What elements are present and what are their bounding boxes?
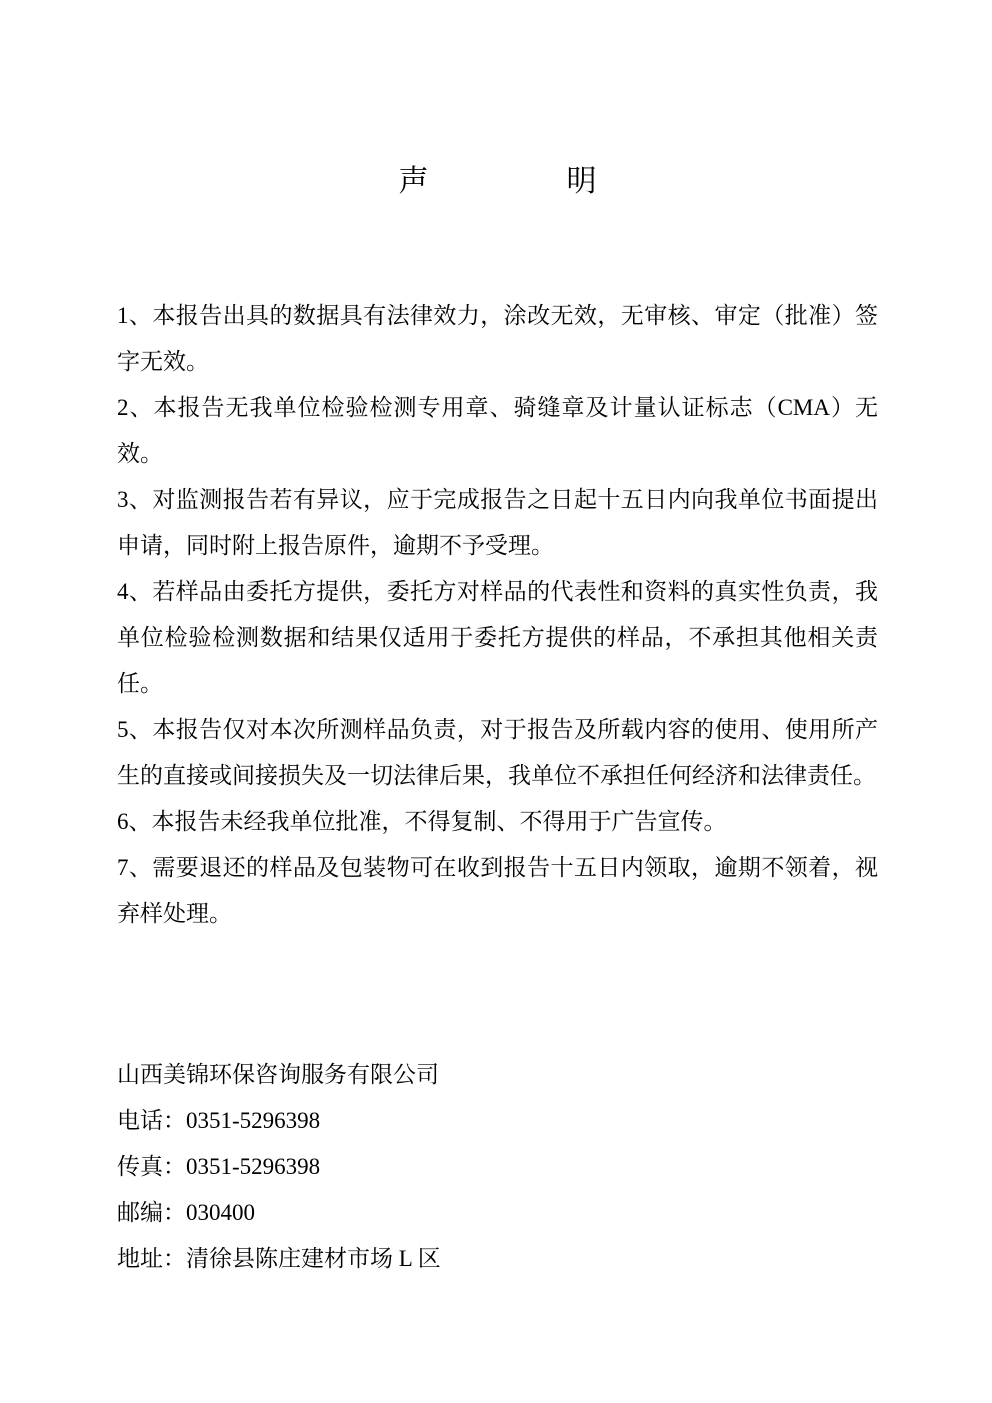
postal-code-label: 邮编： <box>117 1200 186 1225</box>
statement-item-5: 5、本报告仅对本次所测样品负责，对于报告及所载内容的使用、使用所产生的直接或间接损失及一切法律后果，我单位不承担任何经济和法律责任。 <box>117 717 878 788</box>
statement-list <box>117 293 878 937</box>
statement-item-3: 3、对监测报告若有异议，应于完成报告之日起十五日内向我单位书面提出申请，同时附上报告原件，逾期不予受理。 <box>117 487 878 558</box>
statement-item-4: 4、若样品由委托方提供，委托方对样品的代表性和资料的真实性负责，我单位检验检测数据和结果仅适用于委托方提供的样品，不承担其他相关责任。 <box>117 579 878 696</box>
fax-line <box>117 1144 878 1190</box>
statement-item-7: 7、需要退还的样品及包装物可在收到报告十五日内领取，逾期不领着，视弃样处理。 <box>117 855 878 926</box>
statement-item-2: 2、本报告无我单位检验检测专用章、骑缝章及计量认证标志（CMA）无效。 <box>117 395 878 466</box>
company-contact-block <box>117 1052 878 1282</box>
phone-value: 0351-5296398 <box>186 1108 321 1133</box>
phone-line <box>117 1098 878 1144</box>
fax-label: 传真： <box>117 1154 186 1179</box>
title-char-left: 声 <box>398 165 429 198</box>
address-line <box>117 1236 878 1282</box>
postal-code-value: 030400 <box>186 1200 255 1225</box>
statement-item-1: 1、本报告出具的数据具有法律效力，涂改无效，无审核、审定（批准）签字无效。 <box>117 303 878 374</box>
fax-value: 0351-5296398 <box>186 1154 321 1179</box>
statement-item-6: 6、本报告未经我单位批准，不得复制、不得用于广告宣传。 <box>117 809 727 834</box>
address-value: 清徐县陈庄建材市场 L 区 <box>186 1246 441 1271</box>
company-name: 山西美锦环保咨询服务有限公司 <box>117 1062 439 1087</box>
phone-label: 电话： <box>117 1108 186 1133</box>
postal-code-line <box>117 1190 878 1236</box>
title-char-right: 明 <box>566 165 597 198</box>
address-label: 地址： <box>117 1246 186 1271</box>
company-name-line <box>117 1052 878 1098</box>
document-title <box>117 164 878 200</box>
